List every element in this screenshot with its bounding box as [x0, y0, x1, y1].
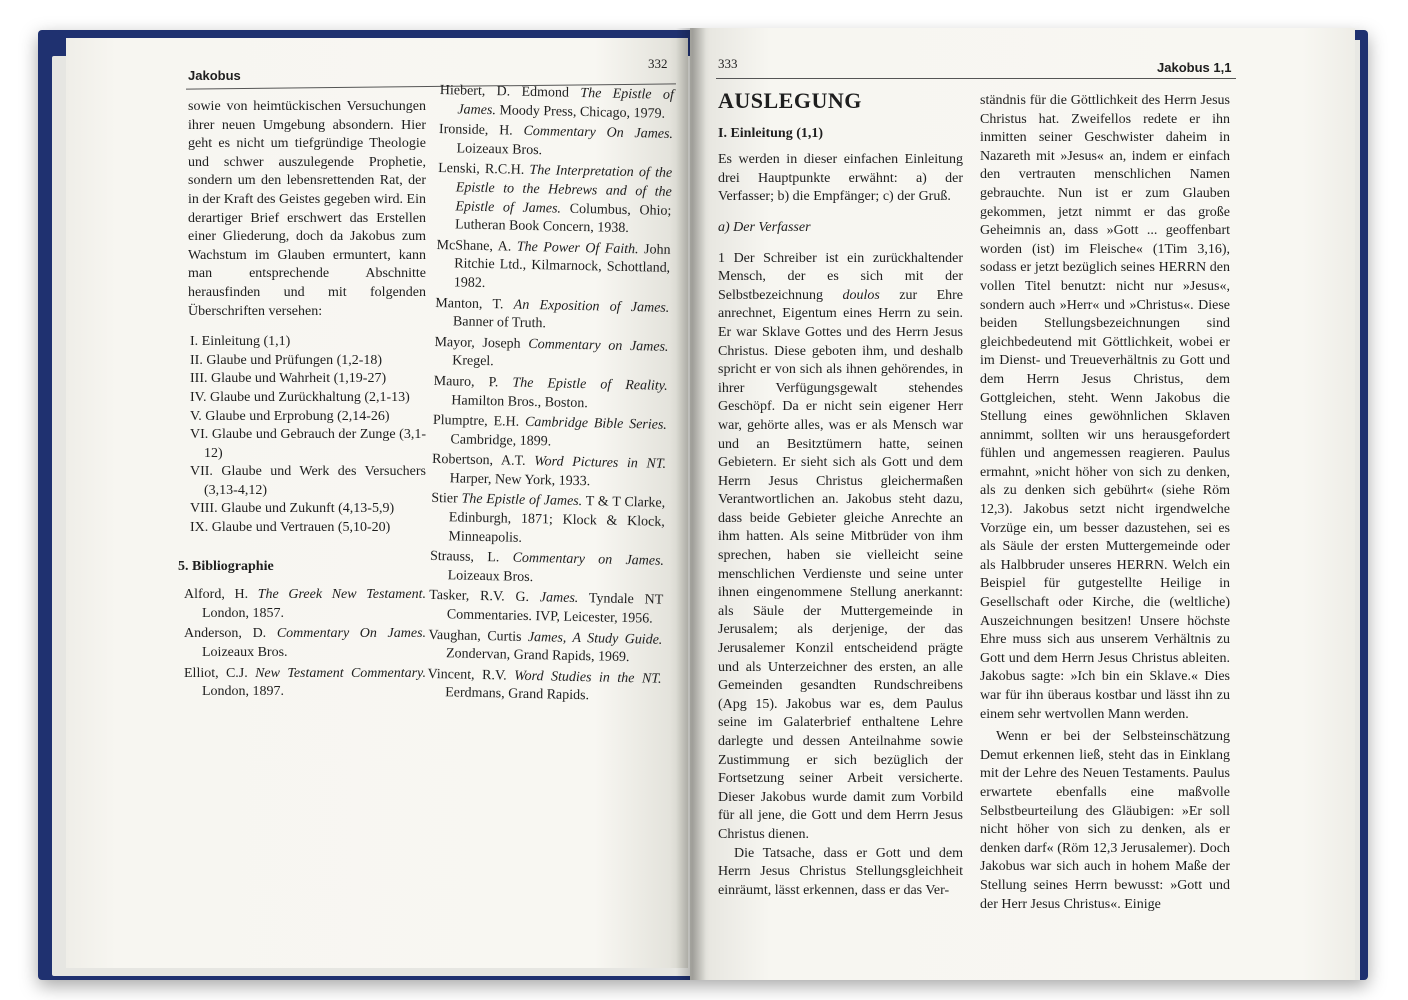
outline-item: II. Glaube und Prüfungen (1,2-18)	[190, 352, 383, 368]
bibliography-heading: 5. Bibliographie	[178, 558, 274, 574]
section-heading: I. Einleitung (1,1)	[718, 125, 824, 141]
running-header-left: Jakobus	[188, 68, 241, 83]
page-number-right: 333	[718, 56, 738, 71]
subsection-heading: a) Der Verfasser	[718, 219, 811, 235]
bibliography-entry: Anderson, D. Commentary On James. Loizeaux Bros.	[184, 626, 427, 661]
bibliography-entry: Vincent, R.V. Word Studies in the NT. Eerdmans, Grand Rapids.	[427, 666, 662, 704]
body-paragraph: 1 Der Schreiber ist ein zurückhaltender Mensch, der es sich mit der Selbstbezeichnung doulos zur Ehre anrechnet, Eigentum eines Herrn zu sein. Er war Sklave Gottes und des Herrn Jesus Christus. Diese geboten ihm, und deshalb spricht er von sich als ihnen gehörendes, in ihrer Verfügungsgewalt stehendes Geschöpf. Da er nicht sein eigener Herr war, gehörte alles, was er als Mensch war und an Besitztümern hatte, seinen Gebietern. Er sieht sich als Gott und dem Herrn Jesus Christus gleichermaßen Verantwortlichen an. Jakobus steht dazu, dass beide Gebieter gleiche Anrechte an ihm hatten. Als seine Mitbrüder von ihm sprechen, haben sie vielleicht seine menschlichen Verdienste und seine unter ihnen eingenommene Stellung anerkannt: als Säule der Muttergemeinde in Jerusalem; als derjenige, der das Jerusalemer Konzil entscheidend prägte und als Unterzeichner des ersten, an alle Gemeinden gesandten Rundschreibens (Apg 15). Jakobus war es, dem Paulus seine im Galaterbrief enthaltene Lehre darlegte und dessen Anteilnahme sowie Zustimmung er sich bezüglich der Fortsetzung seiner Arbeit versicherte. Dieser Jakobus wurde damit zum Vorbild für all jene, die Gott und dem Herrn Jesus Christus dienen.	[718, 250, 963, 842]
bibliography-entry: Strauss, L. Commentary on James. Loizeaux Bros.	[429, 549, 665, 585]
body-paragraph: Wenn er bei der Selbsteinschätzung Demut erkennen ließ, steht das in Einklang mit der Lehre des Neuen Testaments. Paulus erwartete ebenfalls eine maßvolle Selbstbeurteilung des Gläubigen: »Er soll nicht höher von sich zu denken, als er denken darf« (Röm 12,3 Jerusalemer). Doch Jakobus war sich auch in hohem Maße der Stellung seines Herrn bewusst: »Gott und der Herr Jesus Christus«. Einige	[980, 729, 1230, 912]
right-column-2	[980, 92, 1230, 914]
outline-list	[176, 333, 426, 538]
bibliography-entry: Plumptre, E.H. Cambridge Bible Series. Cambridge, 1899.	[432, 413, 668, 450]
intro-paragraph: sowie von heimtückischen Versuchungen ihrer neuen Umgebung absondern. Hier geht es nicht um tiefgründige Theologie und schwer auszulegende Prophetie, sondern um den lebensrettenden Rat, der in der Kraft des Geistes gegeben wird. Ein derartiger Brief erschwert das Erstellen einer Gliederung, doch da Jakobus zum Wachstum im Glauben ermuntert, kann man entsprechende Abschnitte herausfinden und mit folgenden Überschriften versehen:	[188, 99, 426, 319]
bibliography-list-2	[427, 82, 674, 708]
page-number-left: 332	[648, 56, 668, 71]
bibliography-entry: Stier The Epistle of James. T & T Clarke, Edinburgh, 1871; Klock & Klock, Minneapolis.	[431, 491, 666, 546]
bibliography-entry: Tasker, R.V. G. James. Tyndale NT Commentaries. IVP, Leicester, 1956.	[429, 588, 664, 627]
bibliography-entry: Lenski, R.C.H. The Interpretation of the Epistle to the Hebrews and of the Epistle of James. Columbus, Ohio; Lutheran Book Concern, 1938.	[438, 161, 673, 237]
body-paragraph: ständnis für die Göttlichkeit des Herrn Jesus Christus hat. Zweifellos redete er ihn inmitten seiner Geschwister daheim in Nazareth mit »Jesus« an, indem er einfach den vertrauten menschlichen Namen gebrauchte. Nun ist er zum Glauben gekommen, jetzt nimmt er das große Geheimnis an, dass »Gott ... geoffenbart worden (ist) im Fleische« (1Tim 3,16), sodass er jetzt bezüglich seines HERRN den vollen Titel benutzt: nicht nur »Jesus«, sondern auch »Herr« und »Christus«. Diese beiden Stellungsbezeichnungen sind gleichbedeutend mit Göttlichkeit, wobei er im Dienst- und Treueverhältnis zu Gott und dem Herrn Jesus Christus, dem Gottgleichen, steht. Wenn Jakobus die Stellung eines gewöhnlichen Sklaven annimmt, sollten wir uns herausgefordert fühlen und angemessen reagieren. Paulus ermahnt, »nicht höher von sich zu denken, als zu denken sich gebührt« (siehe Röm 12,3). Jakobus setzt nicht irgendwelche Vorzüge ein, um besser dazustehen, sei es als Säule der ersten Muttergemeinde oder als Halbbruder unseres HERRN. Welch ein Beispiel für gutgestellte Heilige in Gesellschaft oder Kirche, die (weltliche) Auszeichnungen besitzen! Unsere höchste Ehre muss sich aus unserem Verhältnis zu Gott und dem Herrn Jesus Christus ableiten. Jakobus sagte: »Ich bin ein Sklave.« Dies war für ihn überaus kostbar und lässt ihn zu einem sehr wertvollen Mann werden.	[980, 93, 1230, 722]
header-rule-right	[716, 78, 1236, 79]
left-page	[66, 38, 688, 968]
bibliography-entry: Mayor, Joseph Commentary on James. Kregel.	[434, 334, 669, 370]
bibliography-entry: Elliot, C.J. New Testament Commentary. London, 1897.	[184, 665, 426, 700]
left-column-2	[427, 82, 674, 710]
bibliography-entry: Manton, T. An Exposition of James. Banner of Truth.	[435, 295, 670, 332]
right-column-1	[718, 88, 963, 900]
bibliography-entry: Hiebert, D. Edmond The Epistle of James. Moody Press, Chicago, 1979.	[439, 82, 674, 122]
bibliography-entry: Vaughan, Curtis James, A Study Guide. Zondervan, Grand Rapids, 1969.	[428, 627, 663, 666]
body-paragraph: Die Tatsache, dass er Gott und dem Herrn Jesus Christus Stellungsgleichheit einräumt, lässt erkennen, dass er das Ver-	[718, 845, 963, 898]
bibliography-entry: Alford, H. The Greek New Testament. London, 1857.	[184, 587, 427, 621]
outline-item: III. Glaube und Wahrheit (1,19-27)	[190, 371, 387, 387]
outline-item: V. Glaube und Erprobung (2,14-26)	[190, 408, 390, 424]
bibliography-entry: Robertson, A.T. Word Pictures in NT. Harper, New York, 1933.	[431, 452, 667, 490]
intro-paragraph: Es werden in dieser einfachen Einleitung drei Hauptpunkte erwähnt: a) der Verfasser; b) die Empfänger; c) der Gruß.	[718, 152, 963, 205]
running-header-right: Jakobus 1,1	[1157, 60, 1232, 75]
outline-item: VI. Glaube und Gebrauch der Zunge (3,1-12)	[190, 427, 426, 461]
section-title: AUSLEGUNG	[718, 88, 862, 113]
bibliography-entry: Mauro, P. The Epistle of Reality. Hamilton Bros., Boston.	[433, 373, 668, 411]
outline-item: VIII. Glaube und Zukunft (4,13-5,9)	[190, 501, 395, 517]
book-gutter	[676, 28, 706, 980]
bibliography-entry: Ironside, H. Commentary On James. Loizeaux Bros.	[438, 122, 674, 158]
right-page	[690, 28, 1355, 980]
outline-item: IV. Glaube und Zurückhaltung (2,1-13)	[190, 389, 410, 405]
bibliography-list-1	[176, 586, 426, 702]
bibliography-entry: McShane, A. The Power Of Faith. John Ritchie Ltd., Kilmarnock, Schottland, 1982.	[436, 237, 671, 291]
outline-item: I. Einleitung (1,1)	[190, 334, 291, 350]
outline-item: VII. Glaube und Werk des Versuchers (3,13-4,12)	[190, 464, 426, 498]
left-column-1	[176, 98, 426, 704]
outline-item: IX. Glaube und Vertrauen (5,10-20)	[190, 520, 391, 536]
